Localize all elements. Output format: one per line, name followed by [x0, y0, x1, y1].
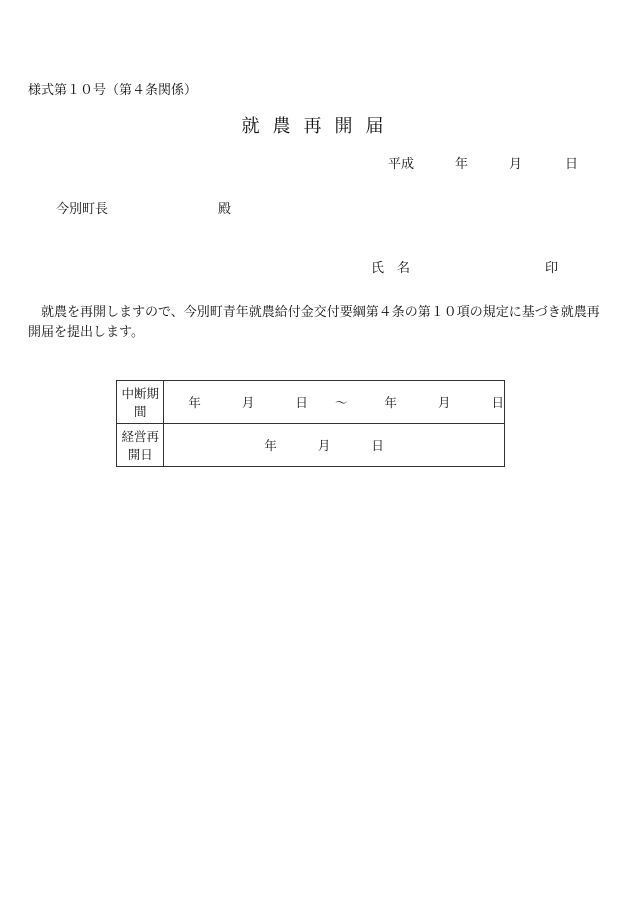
start-year-label: 年: [188, 395, 201, 410]
addressee-honorific: 殿: [218, 202, 232, 217]
date-day-label: 日: [565, 157, 579, 172]
resumption-date-label: 経営再開日: [117, 424, 164, 467]
addressee-name: 今別町長: [56, 202, 109, 217]
interruption-period-label: 中断期間: [117, 381, 164, 424]
applicant-name-label: 氏名: [371, 261, 424, 276]
start-month-label: 月: [241, 395, 255, 410]
interruption-period-field[interactable]: [164, 381, 505, 424]
details-table: [116, 380, 505, 467]
form-number: 様式第１０号（第４条関係）: [28, 83, 198, 98]
table-row: [117, 381, 505, 424]
resume-year-label: 年: [264, 438, 277, 453]
resume-month-label: 月: [317, 438, 331, 453]
date-month-label: 月: [509, 157, 523, 172]
date-year-label: 年: [455, 157, 469, 172]
seal-label: 印: [545, 261, 559, 276]
end-month-label: 月: [437, 395, 451, 410]
period-separator: 〜: [334, 395, 348, 410]
resumption-date-field[interactable]: [164, 424, 505, 467]
table-row: [117, 424, 505, 467]
end-day-label: 日: [491, 395, 504, 410]
end-year-label: 年: [384, 395, 397, 410]
document-title: 就農再開届: [241, 116, 397, 137]
statement-paragraph: 就農を再開しますので、今別町青年就農給付金交付要綱第４条の第１０項の規定に基づき就農再開届を提出します。: [28, 305, 600, 340]
date-era-label: 平成: [388, 157, 415, 172]
resume-day-label: 日: [371, 438, 384, 453]
start-day-label: 日: [295, 395, 308, 410]
